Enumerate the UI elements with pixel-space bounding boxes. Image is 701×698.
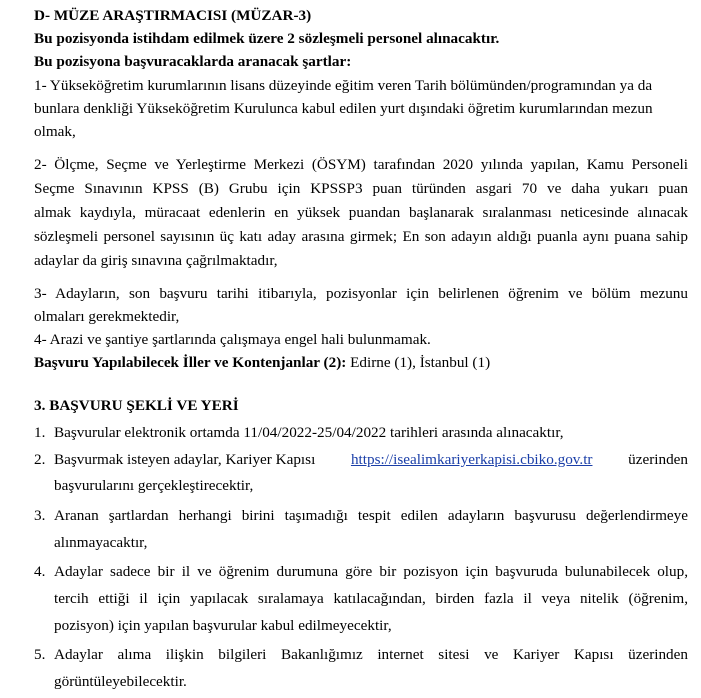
list-item-3-line2: alınmayacaktır, (54, 534, 148, 551)
req2-line1: 2- Ölçme, Seçme ve Yerleştirme Merkezi (ÖSYM) tarafından 2020 yılında yapılan, Kamu Personeli (34, 156, 688, 173)
req3-line1: 3- Adayların, son başvuru tarihi itibarıyla, pozisyonlar için belirlenen öğrenim ve bölüm mezunu (34, 285, 688, 302)
list-item-5-line1: Adaylar alıma ilişkin bilgileri Bakanlığımız internet sitesi ve Kariyer Kapısı üzerinden (54, 646, 688, 663)
list-item-2-text-after: üzerinden (628, 451, 688, 468)
req1-line1: 1- Yükseköğretim kurumlarının lisans düzeyinde eğitim veren Tarih bölümünden/programından ya da (34, 77, 653, 94)
list-item-2-line2: başvurularını gerçekleştirecektir, (54, 477, 254, 494)
requirements-heading: Bu pozisyona başvuracaklarda aranacak şartlar: (34, 53, 352, 70)
req2-line3: almak kaydıyla, müracaat edenlerin en yüksek puandan başlanarak sıralanması neticesinde alınacak (34, 204, 688, 221)
list-item-4-number: 4. (34, 563, 46, 580)
list-item-2-line1 (54, 450, 688, 470)
req1-line2: bunlara denkliği Yükseköğretim Kurulunca kabul edilen yurt dışındaki öğretim kurumlarından mezun (34, 100, 653, 117)
quota-line (34, 353, 490, 373)
req2-line4: sözleşmeli personel sayısının üç katı aday arasına girmek; En son adayın aldığı puanla aynı puana sahip (34, 228, 688, 245)
list-item-2-text-before: Başvurmak isteyen adaylar, Kariyer Kapısı (54, 451, 316, 468)
list-item-3-line1: Aranan şartlardan herhangi birini taşımadığı tespit edilen adayların başvurusu değerlendirmeye (54, 507, 688, 524)
list-item-3-number: 3. (34, 507, 46, 524)
list-item-4-line3: pozisyon) için yapılan başvurular kabul edilmeyecektir, (54, 617, 392, 634)
section-3-title: 3. BAŞVURU ŞEKLİ VE YERİ (34, 397, 239, 414)
req2-line2: Seçme Sınavının KPSS (B) Grubu için KPSSP3 puan türünden asgari 70 ve daha yukarı puan (34, 180, 688, 197)
list-item-4-line2: tercih ettiği il için yapılacak sıralamaya katılacağından, birden fazla il veya nitelik (öğrenim, (54, 590, 688, 607)
list-item-5-line2: görüntüleyebilecektir. (54, 673, 187, 690)
kariyer-kapisi-link[interactable]: https://isealimkariyerkapisi.cbiko.gov.tr (350, 451, 593, 468)
list-item-4-line1: Adaylar sadece bir il ve öğrenim durumuna göre bir pozisyon için başvuruda bulunabilecek olup, (54, 563, 688, 580)
req1-line3: olmak, (34, 123, 76, 140)
list-item-1-number: 1. (34, 424, 46, 441)
req2-line5: adaylar da giriş sınavına çağrılmaktadır, (34, 252, 278, 269)
list-item-5-number: 5. (34, 646, 46, 663)
list-item-2-number: 2. (34, 451, 46, 468)
req4: 4- Arazi ve şantiye şartlarında çalışmaya engel hali bulunmamak. (34, 331, 431, 348)
list-item-1-line1: Başvurular elektronik ortamda 11/04/2022-25/04/2022 tarihleri arasında alınacaktır, (54, 424, 564, 441)
staff-note: Bu pozisyonda istihdam edilmek üzere 2 sözleşmeli personel alınacaktır. (34, 30, 500, 47)
quota-value: Edirne (1), İstanbul (1) (346, 354, 491, 371)
req3-line2: olmaları gerekmektedir, (34, 308, 180, 325)
section-d-title: D- MÜZE ARAŞTIRMACISI (MÜZAR-3) (34, 7, 312, 24)
quota-label: Başvuru Yapılabilecek İller ve Kontenjanlar (2): (34, 354, 347, 371)
